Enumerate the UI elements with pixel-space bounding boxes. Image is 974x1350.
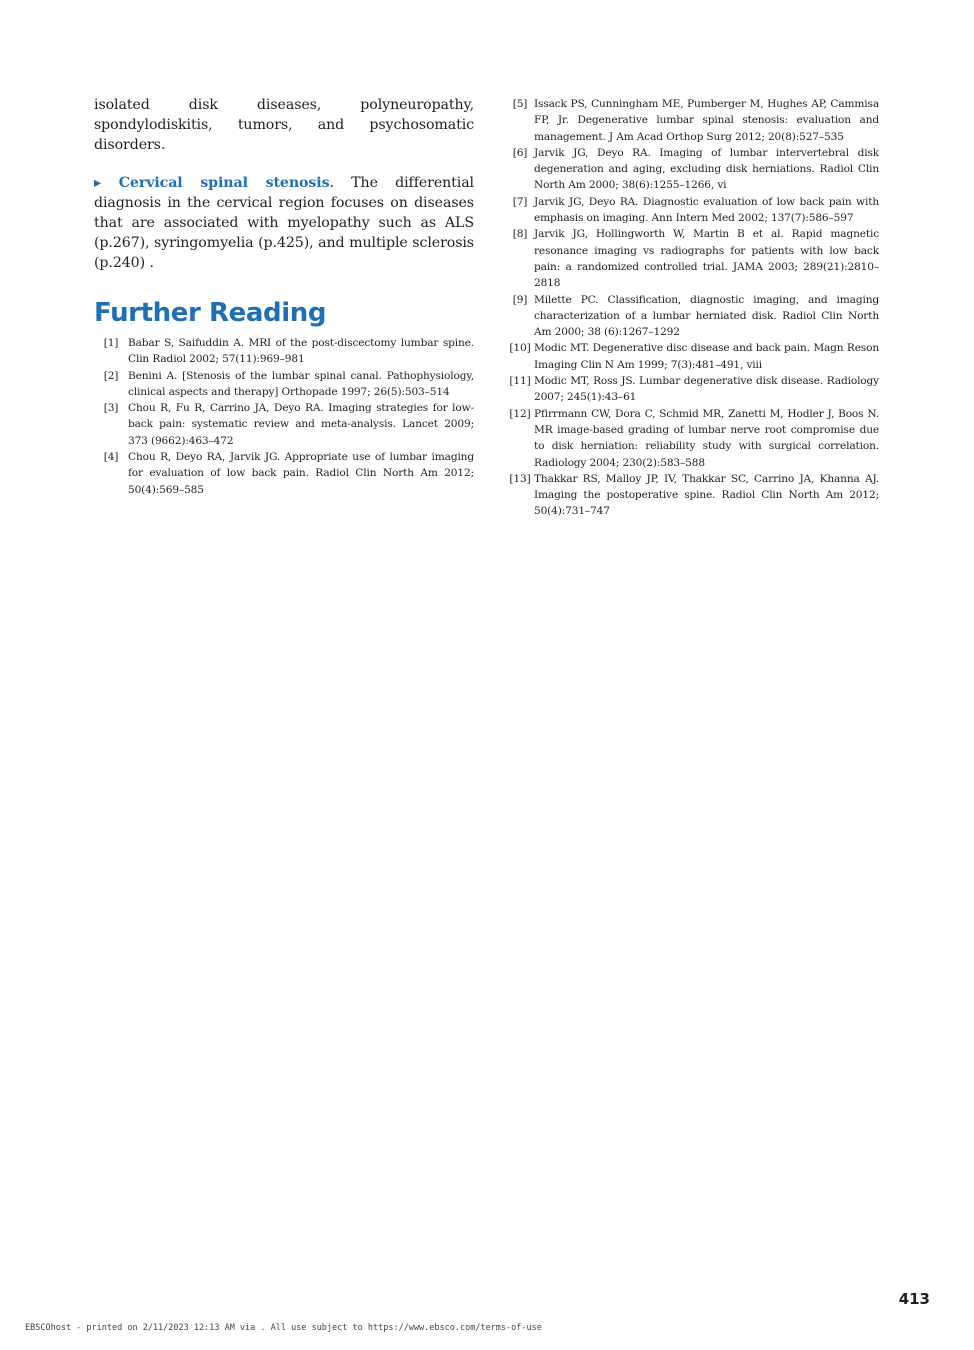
reference-list-left bbox=[94, 335, 474, 498]
reference-item bbox=[506, 471, 879, 520]
print-footer: EBSCOhost - printed on 2/11/2023 12:13 AM via . All use subject to https://www.ebsco.com/terms-of-use bbox=[25, 1323, 542, 1333]
run-in-heading-cervical: Cervical spinal stenosis bbox=[118, 175, 330, 191]
reference-text: Modic MT, Ross JS. Lumbar degenerative disk disease. Radiology 2007; 245(1):43–61 bbox=[534, 375, 879, 404]
reference-number: [7] bbox=[512, 195, 528, 208]
reference-number: [1] bbox=[103, 337, 119, 349]
body-paragraph-1: isolated disk diseases, polyneuropathy, spondylodiskitis, tumors, and psychosomatic disorders. bbox=[94, 97, 474, 153]
reference-item bbox=[506, 340, 879, 373]
reference-number: [4] bbox=[103, 451, 119, 464]
reference-text: Modic MT. Degenerative disc disease and back pain. Magn Reson Imaging Clin N Am 1999; 7(3):481–491, viii bbox=[534, 342, 879, 371]
reference-number: [6] bbox=[512, 146, 528, 159]
reference-text: Milette PC. Classification, diagnostic imaging, and imaging characterization of a lumbar herniated disk. Radiol Clin North Am 2000; 38 (6):1267–1292 bbox=[534, 293, 879, 339]
reference-item bbox=[94, 400, 474, 449]
reference-number: [13] bbox=[509, 472, 531, 485]
body-paragraph-2 bbox=[94, 173, 474, 273]
reference-text: Benini A. [Stenosis of the lumbar spinal canal. Pathophysiology, clinical aspects and therapy] Orthopade 1997; 26(5):503–514 bbox=[128, 369, 474, 398]
right-column bbox=[506, 96, 879, 520]
reference-list-right bbox=[506, 96, 879, 520]
page-number: 413 bbox=[898, 1290, 930, 1308]
reference-number: [8] bbox=[512, 228, 528, 241]
reference-item bbox=[94, 368, 474, 401]
reference-number: [11] bbox=[509, 375, 531, 388]
reference-text: Issack PS, Cunningham ME, Pumberger M, Hughes AP, Cammisa FP, Jr. Degenerative lumbar spinal stenosis: evaluation and management. J Am Acad Orthop Surg 2012; 20(8):527–535 bbox=[534, 98, 879, 143]
reference-number: [12] bbox=[509, 407, 531, 420]
reference-item bbox=[506, 226, 879, 291]
reference-number: [10] bbox=[509, 342, 531, 355]
reference-text: Pfirrmann CW, Dora C, Schmid MR, Zanetti M, Hodler J, Boos N. MR image-based grading of lumbar nerve root compromise due to disk herniation: reliability study with surgical correlation. Radiology 2004; 230(2):583–588 bbox=[534, 407, 879, 469]
reference-item bbox=[94, 449, 474, 498]
reference-number: [2] bbox=[103, 369, 119, 382]
reference-text: Chou R, Deyo RA, Jarvik JG. Appropriate use of lumbar imaging for evaluation of low back pain. Radiol Clin North Am 2012; 50(4):569–585 bbox=[128, 451, 474, 496]
section-heading-further-reading: Further Reading bbox=[94, 298, 327, 328]
reference-item bbox=[506, 373, 879, 406]
reference-item bbox=[506, 194, 879, 227]
reference-text: Chou R, Fu R, Carrino JA, Deyo RA. Imaging strategies for low-back pain: systematic review and meta-analysis. Lancet 2009; 373 (9662):463–472 bbox=[128, 402, 474, 447]
reference-text: Thakkar RS, Malloy JP, IV, Thakkar SC, Carrino JA, Khanna AJ. Imaging the postoperative spine. Radiol Clin North Am 2012; 50(4):731–747 bbox=[534, 472, 879, 518]
reference-number: [5] bbox=[512, 98, 528, 110]
bullet-arrow-icon: ▸ bbox=[94, 175, 119, 191]
reference-item bbox=[94, 335, 474, 368]
reference-text: Jarvik JG, Hollingworth W, Martin B et al. Rapid magnetic resonance imaging vs radiographs for patients with low back pain: a randomized controlled trial. JAMA 2003; 289(21):2810–2818 bbox=[534, 228, 879, 290]
reference-number: [9] bbox=[512, 293, 528, 306]
reference-item bbox=[506, 292, 879, 341]
reference-text: Jarvik JG, Deyo RA. Imaging of lumbar intervertebral disk degeneration and aging, excluding disk herniations. Radiol Clin North Am 2000; 38(6):1255–1266, vi bbox=[534, 146, 879, 192]
reference-text: Jarvik JG, Deyo RA. Diagnostic evaluation of low back pain with emphasis on imaging. Ann Intern Med 2002; 137(7):586–597 bbox=[534, 195, 879, 225]
reference-number: [3] bbox=[103, 402, 119, 415]
left-column bbox=[94, 95, 474, 498]
reference-item bbox=[506, 96, 879, 145]
reference-item bbox=[506, 406, 879, 471]
paragraph-body: . The differential diagnosis in the cervical region focuses on diseases that are associated with myelopathy such as ALS (p.267), syringomyelia (p.425), and multiple sclerosis (p.240) . bbox=[94, 175, 474, 271]
reference-text: Babar S, Saifuddin A. MRI of the post-discectomy lumbar spine. Clin Radiol 2002; 57(11):969–981 bbox=[128, 337, 474, 366]
reference-item bbox=[506, 145, 879, 194]
